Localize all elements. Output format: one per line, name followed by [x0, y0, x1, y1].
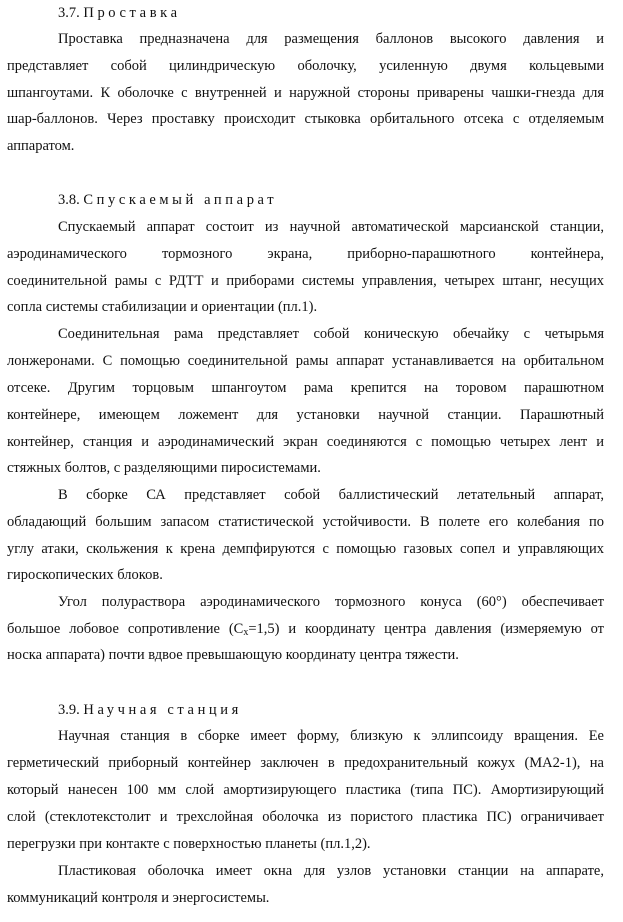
text-line: лонжеронами. С помощью соединительной рамы аппарат устанавливается на орбитальном	[7, 353, 604, 369]
text-line: Соединительная рама представляет собой коническую обечайку с четырьмя	[58, 326, 604, 342]
section-heading-3-9	[58, 701, 242, 719]
section-number: 3.8.	[58, 192, 80, 208]
section-number: 3.9.	[58, 702, 80, 718]
text-line: В сборке СА представляет собой баллистический летательный аппарат,	[58, 487, 604, 503]
text-line: шпангоутами. К оболочке с внутренней и наружной стороны приварены чашки-гнезда для	[7, 85, 604, 101]
section-title: Спускаемый аппарат	[83, 192, 278, 208]
section-heading-3-8	[58, 191, 277, 209]
text-line: гироскопических блоков.	[7, 567, 163, 583]
text-line: обладающий большим запасом статистической устойчивости. В полете его колебания по	[7, 514, 604, 530]
formula-text: большое лобовое сопротивление (C	[7, 621, 244, 637]
text-line: Угол полураствора аэродинамического тормозного конуса (60°) обеспечивает	[58, 594, 604, 610]
text-line: соединительной рамы с РДТТ и приборами системы управления, четырех штанг, несущих	[7, 273, 604, 289]
text-line: контейнере, имеющем ложемент для установки научной станции. Парашютный	[7, 407, 604, 423]
text-line: углу атаки, скольжения к крена демпфируются с помощью газовых сопел и управляющих	[7, 541, 604, 557]
text-line: Научная станция в сборке имеет форму, близкую к эллипсоиду вращения. Ее	[58, 728, 604, 744]
text-line: представляет собой цилиндрическую оболочку, усиленную двумя кольцевыми	[7, 58, 604, 74]
text-line: аппаратом.	[7, 138, 75, 154]
text-line: перегрузки при контакте с поверхностью планеты (пл.1,2).	[7, 836, 371, 852]
section-title: Научная станция	[83, 702, 242, 718]
text-line: стяжных болтов, с разделяющими пиросистемами.	[7, 460, 321, 476]
text-line: аэродинамического тормозного экрана, приборно-парашютного контейнера,	[7, 246, 604, 262]
section-title: Проставка	[83, 5, 181, 21]
text-line: Спускаемый аппарат состоит из научной автоматической марсианской станции,	[58, 219, 604, 235]
text-line: коммуникаций контроля и энергосистемы.	[7, 890, 270, 906]
text-line: слой (стеклотекстолит и трехслойная оболочка из пористого пластика ПС) ограничивает	[7, 809, 604, 825]
text-line: контейнер, станция и аэродинамический экран соединяются с помощью четырех лент и	[7, 434, 604, 450]
text-line: сопла системы стабилизации и ориентации (пл.1).	[7, 299, 318, 315]
text-line: шар-баллонов. Через проставку происходит стыковка орбитального отсека с отделяемым	[7, 111, 604, 127]
text-line: который нанесен 100 мм слой амортизирующего пластика (типа ПС). Амортизирующий	[7, 782, 604, 798]
formula-rest: =1,5) и координату центра давления (измеряемую от	[248, 621, 605, 637]
text-line	[7, 620, 604, 638]
text-line: носка аппарата) почти вдвое превышающую координату центра тяжести.	[7, 647, 459, 663]
section-heading-3-7	[58, 4, 181, 22]
text-line: Проставка предназначена для размещения баллонов высокого давления и	[58, 31, 604, 47]
section-number: 3.7.	[58, 5, 80, 21]
text-line: отсеке. Другим торцовым шпангоутом рама крепится на торовом парашютном	[7, 380, 604, 396]
text-line: герметический приборный контейнер заключен в предохранительный кожух (МА2-1), на	[7, 755, 604, 771]
formula-subscript: x	[243, 627, 249, 638]
text-line: Пластиковая оболочка имеет окна для узлов установки станции на аппарате,	[58, 863, 604, 879]
